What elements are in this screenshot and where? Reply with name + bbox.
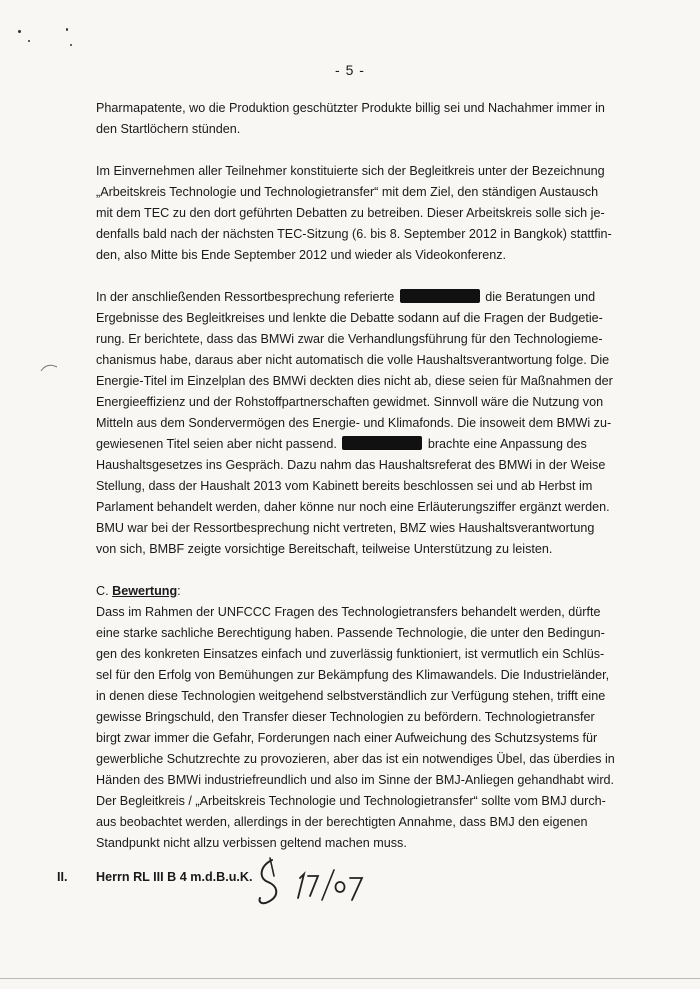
text-line: Haushaltsgesetzes ins Gespräch. Dazu nahm das Haushaltsreferat des BMWi in der Weise [96,458,606,472]
text-line: denfalls bald nach der nächsten TEC-Sitzung (6. bis 8. September 2012 in Bangkok) stattfin- [96,227,612,241]
scan-speck [18,30,21,33]
text-line: von sich, BMBF zeigte vorsichtige Bereitschaft, teilweise Unterstützung zu leisten. [96,542,553,556]
paragraph-3 [96,287,613,560]
text-line: Im Einvernehmen aller Teilnehmer konstituierte sich der Begleitkreis unter der Bezeichnung [96,164,605,178]
text-line: aus beobachtet werden, allerdings in der berechtigten Annahme, dass BMJ den eigenen [96,815,588,829]
text-line: Ergebnisse des Begleitkreises und lenkte die Debatte sodann auf die Fragen der Budgetie- [96,311,603,325]
section-c [96,581,615,854]
text-line: Standpunkt nicht allzu verbissen geltend machen muss. [96,836,407,850]
handwritten-signature [250,852,370,912]
text-segment: die Beratungen und [485,290,596,304]
text-line: chanismus habe, daraus aber nicht automatisch die volle Haushaltsverantwortung folge. Die [96,353,610,367]
scan-speck [66,28,68,31]
text-line: „Arbeitskreis Technologie und Technologietransfer“ mit dem Ziel, den ständigen Austausch [96,185,599,199]
section-heading [96,581,601,602]
text-line: Energie-Titel im Einzelplan des BMWi deckten dies nicht ab, diese seien für Maßnahmen der [96,374,613,388]
text-line: rung. Er berichtete, dass das BMWi zwar die Verhandlungsführung für den Technologieme- [96,332,603,346]
paragraph-2 [96,161,612,266]
section-colon: : [177,584,181,598]
bottom-rule [0,978,700,979]
text-line: den Startlöchern stünden. [96,122,241,136]
routing-text: Herrn RL III B 4 m.d.B.u.K. [96,870,253,884]
text-segment: In der anschließenden Ressortbesprechung referierte [96,290,395,304]
page-number: - 5 - [335,62,365,78]
roman-numeral: II. [57,870,68,884]
text-line: BMU war bei der Ressortbesprechung nicht vertreten, BMZ wies Haushaltsverantwortung [96,521,595,535]
text-line [96,287,601,308]
scan-speck [28,40,30,42]
section-title: Bewertung [112,584,178,598]
redaction-bar [342,436,422,450]
text-line: gewisse Bringschuld, den Transfer dieser Technologien zu befördern. Technologietransfer [96,710,595,724]
text-segment: gewiesenen Titel seien aber nicht passend. [96,437,337,451]
text-line: Stellung, dass der Haushalt 2013 vom Kabinett bereits beschlossen sei und ab Herbst im [96,479,593,493]
text-segment: brachte eine Anpassung des [427,437,587,451]
text-line [96,434,601,455]
text-line: den, also Mitte bis Ende September 2012 und wieder als Videokonferenz. [96,248,507,262]
redaction-bar [400,289,480,303]
text-line: Der Begleitkreis / „Arbeitskreis Technologie und Technologietransfer“ sollte vom BMJ durch- [96,794,606,808]
text-line: Händen des BMWi industriefreundlich und also im Sinne der BMJ-Anliegen gehandhabt wird. [96,773,615,787]
text-line: gewerbliche Schutzrechte zu provozieren, aber das ist ein notwendiges Übel, das überdies in [96,752,615,766]
section-prefix: C. [96,584,109,598]
text-line: in denen diese Technologien weitgehend selbstverständlich zur Verfügung stehen, trifft eine [96,689,606,703]
body-text [96,98,615,875]
scan-speck [70,44,72,46]
text-line: Mitteln aus dem Sondervermögen des Energie- und Klimafonds. Die insoweit dem BMWi zu- [96,416,612,430]
text-line: Dass im Rahmen der UNFCCC Fragen des Technologietransfers behandelt werden, dürfte [96,605,601,619]
text-line: Parlament behandelt werden, daher könne nur noch eine Erläuterungsziffer ergänzt werden. [96,500,610,514]
text-line: Pharmapatente, wo die Produktion geschützter Produkte billig sei und Nachahmer immer in [96,101,605,115]
text-line: birgt zwar immer die Gefahr, Forderungen nach einer Aufweichung des Schutzsystems für [96,731,598,745]
text-line: mit dem TEC zu den dort geführten Debatten zu betreiben. Dieser Arbeitskreis solle sich je- [96,206,605,220]
text-line: sel für den Erfolg von Bemühungen zur Bekämpfung des Klimawandels. Die Industrieländer, [96,668,610,682]
text-line: gen des konkreten Einsatzes einfach und zuverlässig funktioniert, ist vermutlich ein Schlüs- [96,647,605,661]
text-line: eine starke sachliche Berechtigung haben. Passende Technologie, die unter den Bedingun- [96,626,605,640]
margin-mark [40,362,58,372]
paragraph-1 [96,98,605,140]
routing-line [57,870,253,884]
text-line: Energieeffizienz und der Rohstoffpartnerschaften gewidmet. Sinnvoll wäre die Nutzung von [96,395,604,409]
